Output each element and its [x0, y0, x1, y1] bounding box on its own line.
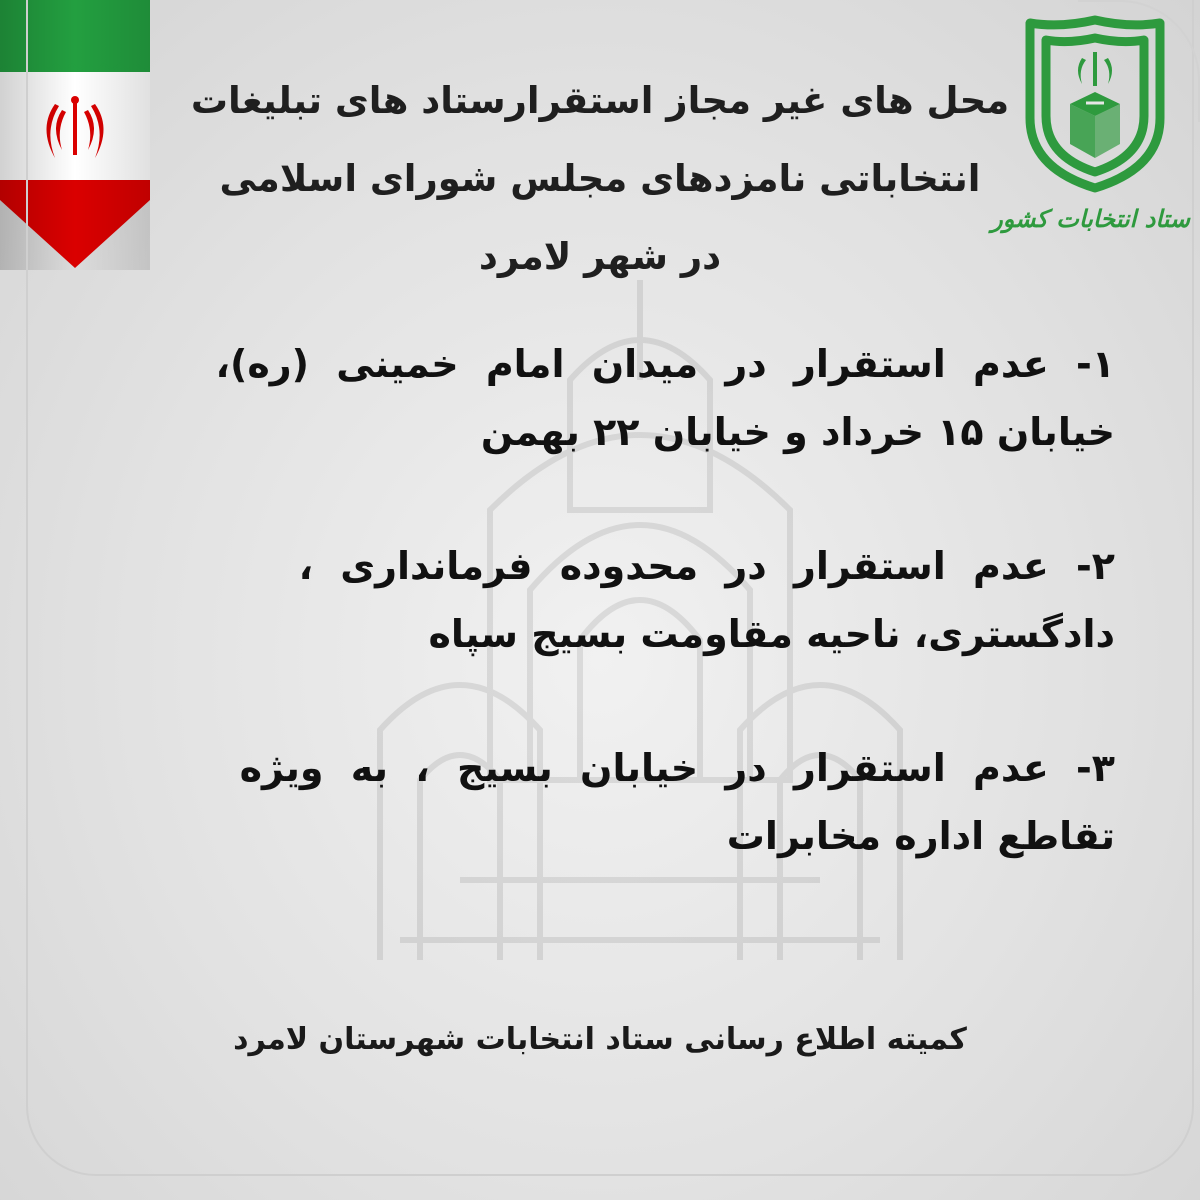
page-title [180, 62, 1020, 296]
list-item-line-2: تقاطع اداره مخابرات [726, 814, 1115, 858]
restriction-list [100, 330, 1115, 936]
iran-flag-banner-icon [0, 0, 150, 270]
list-item-line-1: ۳- عدم استقرار در خیابان بسیج ، به ویژه [239, 746, 1115, 790]
ballot-box-emblem-icon [1000, 8, 1190, 198]
election-headquarters-logo [991, 8, 1190, 248]
footer-committee: کمیته اطلاع رسانی ستاد انتخابات شهرستان لامرد [233, 1022, 967, 1057]
list-item-line-1: ۲- عدم استقرار در محدوده فرمانداری ، [298, 544, 1115, 588]
logo-caption: ستاد انتخابات کشور [991, 204, 1190, 233]
title-line-3: در شهر لامرد [478, 235, 722, 278]
list-item [100, 734, 1115, 870]
title-line-2: انتخاباتی نامزدهای مجلس شورای اسلامی [219, 157, 981, 200]
list-item-line-2: دادگستری، ناحیه مقاومت بسیج سپاه [428, 612, 1115, 656]
list-item [100, 532, 1115, 668]
title-line-1: محل های غیر مجاز استقرارستاد های تبلیغات [190, 79, 1010, 122]
list-item-line-2: خیابان ۱۵ خرداد و خیابان ۲۲ بهمن [480, 410, 1115, 454]
list-item [100, 330, 1115, 466]
list-item-line-1: ۱- عدم استقرار در میدان امام خمینی (ره)، [215, 342, 1115, 386]
